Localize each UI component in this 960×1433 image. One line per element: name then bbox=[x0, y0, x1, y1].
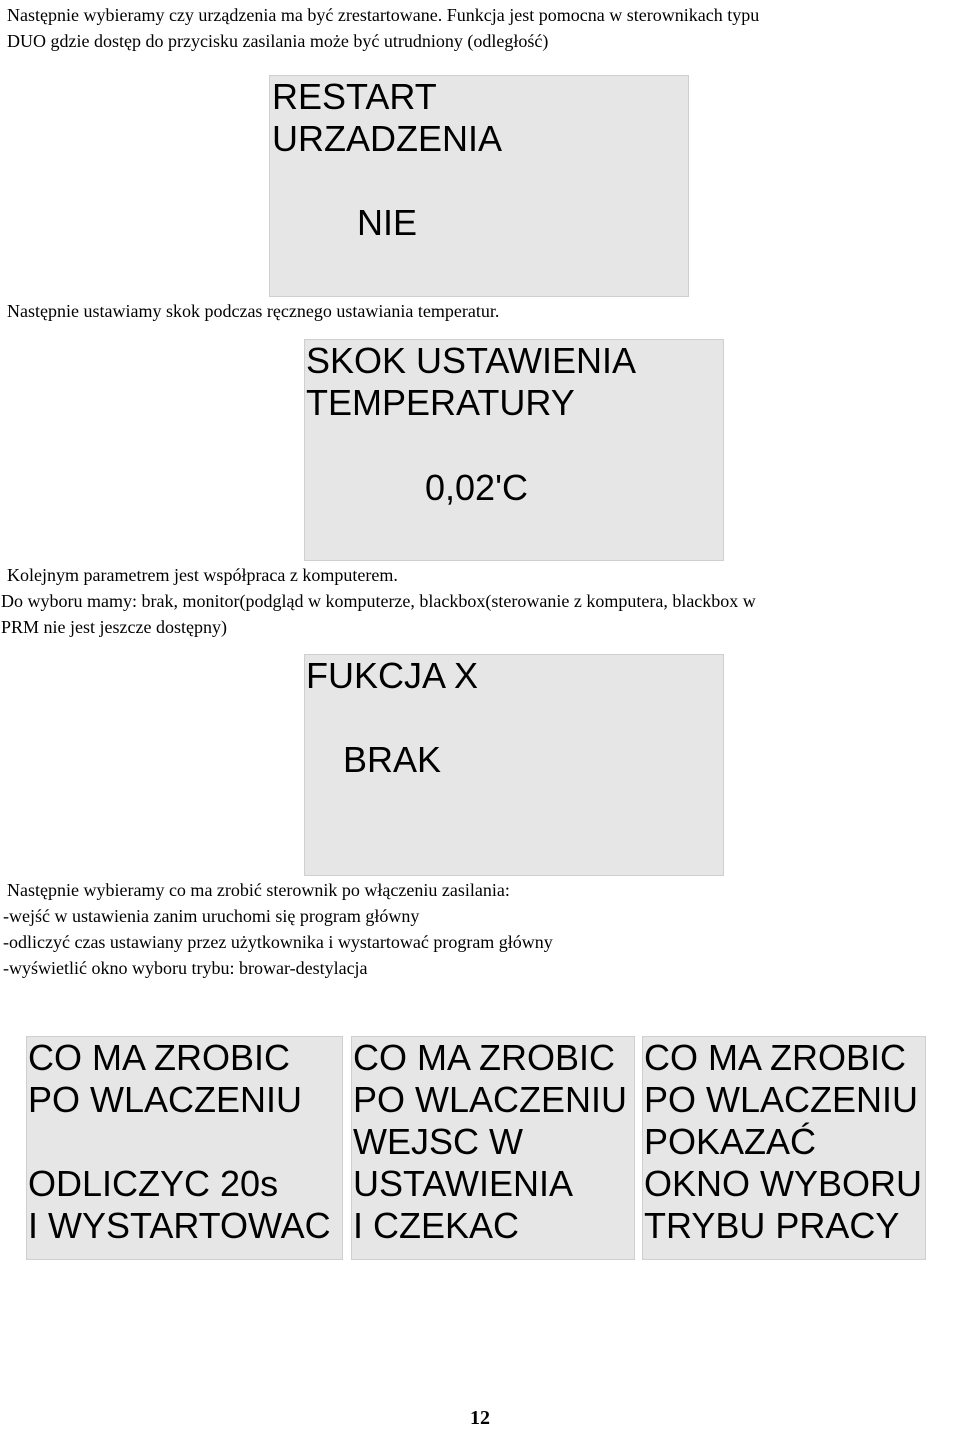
startup-option-countdown-screen bbox=[26, 1036, 343, 1260]
startup-screen-1-line-5: I WYSTARTOWAC bbox=[28, 1205, 331, 1246]
page-number: 12 bbox=[470, 1407, 490, 1429]
startup-screen-3-line-4: OKNO WYBORU bbox=[644, 1163, 923, 1204]
skok-screen-value: 0,02'C bbox=[425, 467, 528, 508]
startup-screen-3-line-2: PO WLACZENIU bbox=[644, 1079, 919, 1120]
computer-line-3: PRM nie jest jeszcze dostępny) bbox=[1, 617, 227, 637]
restart-screen-title-line-1: RESTART bbox=[272, 76, 437, 117]
function-x-screen bbox=[304, 654, 724, 876]
restart-screen-title-line-2: URZADZENIA bbox=[272, 118, 503, 159]
temperature-step-screen bbox=[304, 339, 724, 561]
startup-screen-3-line-3: POKAZAĆ bbox=[644, 1121, 817, 1162]
intro-line-1: Następnie wybieramy czy urządzenia ma być zrestartowane. Funkcja jest pomocna w sterownikach typu bbox=[7, 5, 760, 25]
startup-line-3: -odliczyć czas ustawiany przez użytkownika i wystartować program główny bbox=[3, 932, 553, 952]
startup-screen-3-line-1: CO MA ZROBIC bbox=[644, 1037, 907, 1078]
startup-screen-2-line-5: I CZEKAC bbox=[353, 1205, 520, 1246]
startup-line-2: -wejść w ustawienia zanim uruchomi się program główny bbox=[3, 906, 420, 926]
startup-option-settings-screen bbox=[351, 1036, 635, 1260]
function-screen-title: FUKCJA X bbox=[306, 655, 479, 696]
startup-screen-2-line-3: WEJSC W bbox=[353, 1121, 523, 1162]
computer-line-2: Do wyboru mamy: brak, monitor(podgląd w komputerze, blackbox(sterowanie z komputera, blackbox w bbox=[1, 591, 756, 611]
intro-line-2: DUO gdzie dostęp do przycisku zasilania może być utrudniony (odległość) bbox=[7, 31, 549, 51]
computer-line-1: Kolejnym parametrem jest współpraca z komputerem. bbox=[7, 565, 398, 585]
skok-screen-title-line-1: SKOK USTAWIENIA bbox=[306, 340, 637, 381]
startup-option-mode-window-screen bbox=[642, 1036, 926, 1260]
startup-screen-3-line-5: TRYBU PRACY bbox=[644, 1205, 900, 1246]
restart-device-screen bbox=[269, 75, 689, 297]
startup-line-1: Następnie wybieramy co ma zrobić sterownik po włączeniu zasilania: bbox=[7, 880, 510, 900]
skok-paragraph: Następnie ustawiamy skok podczas ręcznego ustawiania temperatur. bbox=[7, 301, 500, 321]
startup-screen-1-line-1: CO MA ZROBIC bbox=[28, 1037, 291, 1078]
startup-screen-1-line-4: ODLICZYC 20s bbox=[28, 1163, 279, 1204]
startup-screen-2-line-2: PO WLACZENIU bbox=[353, 1079, 628, 1120]
startup-screen-2-line-1: CO MA ZROBIC bbox=[353, 1037, 616, 1078]
startup-line-4: -wyświetlić okno wyboru trybu: browar-destylacja bbox=[3, 958, 368, 978]
skok-screen-title-line-2: TEMPERATURY bbox=[306, 382, 575, 423]
startup-screen-1-line-2: PO WLACZENIU bbox=[28, 1079, 303, 1120]
function-screen-value: BRAK bbox=[343, 739, 442, 780]
startup-screen-2-line-4: USTAWIENIA bbox=[353, 1163, 574, 1204]
restart-screen-value: NIE bbox=[357, 202, 418, 243]
